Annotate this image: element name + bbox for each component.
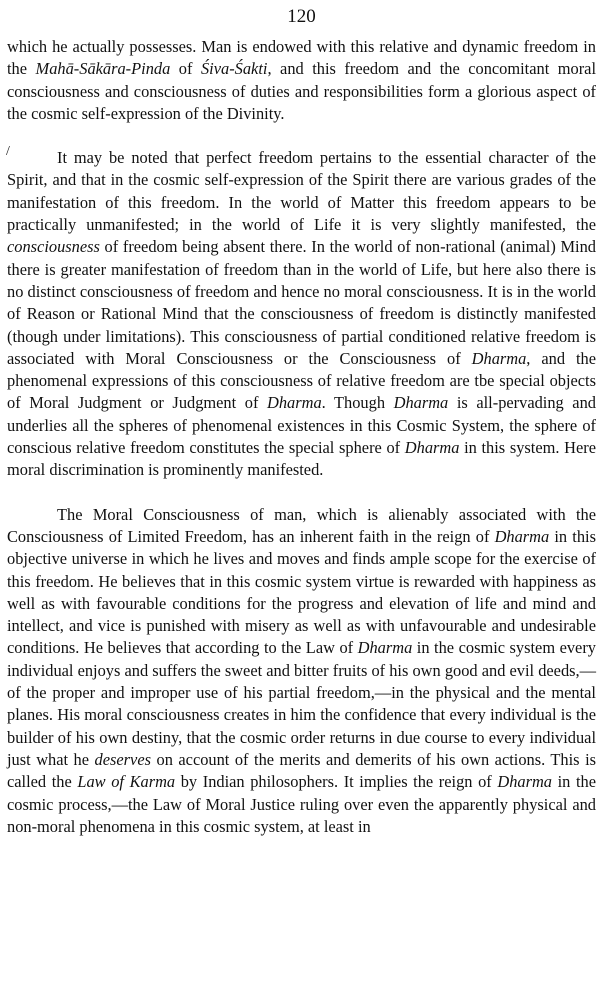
- paragraph-2: [7, 147, 596, 481]
- text-run: in this objective universe in which he lives and moves and finds ample scope for the exercise of this freedom. He believes that in this cosmic system virtue is rewarded with happiness as well as with favourable conditions for the progress and elevation of life and mind and intellect, and vice is punished with misery as well as with unfavourable and undesirable conditions. He believes that according to the Law of: [7, 526, 596, 658]
- italic-run: consciousness: [7, 237, 100, 257]
- italic-run: Śiva-Śakti: [200, 59, 268, 79]
- paragraph-3: [7, 504, 596, 838]
- text-run: in the cosmic process,—the Law of Moral Justice ruling over even the apparently physical and non-moral phenomena in this cosmic system, at least in: [7, 772, 596, 836]
- stray-pen-mark: /: [6, 144, 10, 159]
- italic-run: Dharma: [471, 348, 527, 368]
- page-number: 120: [287, 6, 316, 27]
- italic-run: Dharma: [357, 638, 413, 658]
- paragraph-1: [7, 36, 596, 125]
- italic-run: Dharma: [497, 772, 552, 792]
- text-run: , and this freedom and the concomitant moral consciousness and consciousness of duties and responsibilities form a glorious aspect of the cosmic self-expression of the Divinity.: [7, 59, 596, 123]
- text-run: is all-pervading and underlies all the spheres of phenomenal existences in this Cosmic System, the sphere of conscious relative freedom constitutes the special sphere of: [7, 393, 596, 458]
- italic-run: Dharma: [494, 526, 550, 546]
- text-run: on account of the merits and demerits of his own actions. This is called the: [7, 749, 597, 792]
- italic-run: Dharma: [404, 438, 460, 458]
- italic-run: Law of Karma: [77, 772, 176, 792]
- italic-run: Dharma: [267, 393, 322, 413]
- text-run: . Though: [321, 393, 394, 413]
- text-run: of: [170, 59, 201, 79]
- text-run: which he actually possesses. Man is endowed with this relative and dynamic freedom in the: [7, 37, 596, 79]
- text-run: of freedom being absent there. In the world of non-rational (animal) Mind there is greater manifestation of freedom than in the world of Life, but here also there is no distinct consciousness of freedom and hence no moral consciousness. It is in the world of Reason or Rational Mind that the consciousness of freedom is distinctly manifested (though under limitations). This consciousness of partial conditioned relative freedom is associated with Moral Consciousness or the Consciousness of: [7, 237, 596, 368]
- text-run: by Indian philosophers. It implies the reign of: [175, 772, 498, 792]
- text-run: in the cosmic system every individual enjoys and suffers the sweet and bitter fruits of his own good and evil deeds,—of the proper and improper use of his partial freedom,—in the physical and the mental planes. His moral consciousness creates in him the confidence that every individual is the builder of his own destiny, that the cosmic order returns in due course to every individual just what he: [7, 638, 596, 769]
- text-run: , and the phenomenal expressions of this consciousness of relative freedom are tbe special objects of Moral Judgment or Judgment of: [7, 348, 597, 413]
- text-run: It may be noted that perfect freedom pertains to the essential character of the Spirit, and that in the cosmic self-expression of the Spirit there are various grades of the manifestation of this freedom. In the world of Matter this freedom appears to be practically unmanifested; in the world of Life it is very slightly manifested, the: [7, 148, 596, 235]
- text-run: The Moral Consciousness of man, which is alienably associated with the Consciousness of Limited Freedom, has an inherent faith in the reign of: [7, 504, 596, 546]
- italic-run: Mahā-Sākāra-Pinda: [35, 59, 171, 79]
- italic-run: Dharma: [393, 393, 449, 413]
- book-page: [7, 0, 596, 838]
- text-run: in this system. Here moral discrimination is prominently manifested.: [7, 438, 596, 480]
- italic-run: deserves: [94, 749, 151, 769]
